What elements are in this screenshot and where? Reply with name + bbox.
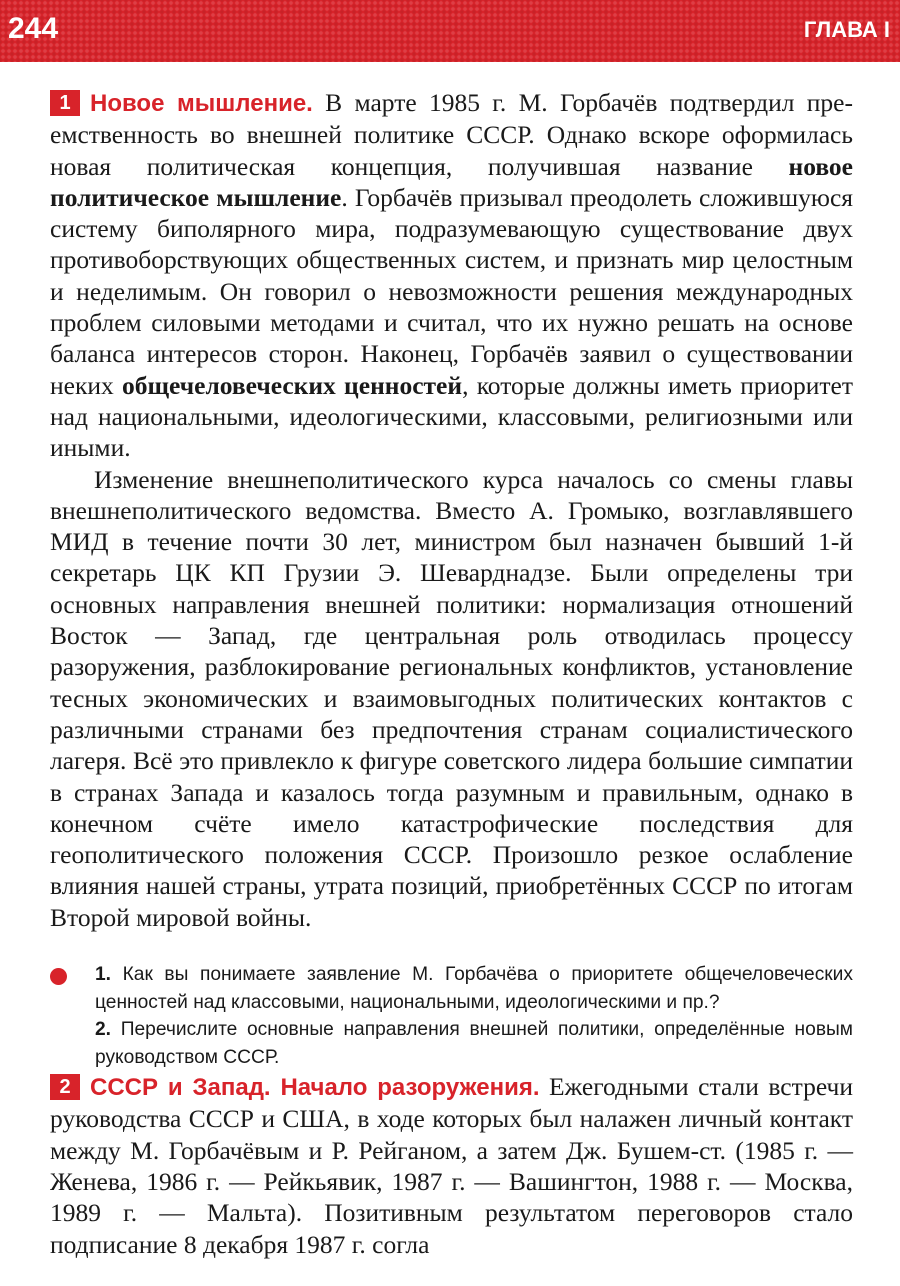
question-2-text: Перечислите основные направления внешней политики, определённые новым руководством СССР. <box>95 1019 853 1068</box>
section-1-paragraph-2: Изменение внешнеполитического курса началось со смены главы внешнеполитического ведомства. Вместо А. Громыко, возглавлявшего МИД в течение почти 30 лет, министром был назначен бывший 1-й секретарь ЦК КП Грузии Э. Шеварднадзе. Были определены три основных направления внешней политики: нормализация отношений Восток — Запад, где центральная роль отводилась процессу разоружения, разблокирование региональных конфликтов, установление тесных экономических и взаимовыгодных политических контактов с различными странами без предпочтения странам социалистического лагеря. Всё это привлекло к фигуре советского лидера большие симпатии в странах Запада и казалось тогда разумным и правильным, однако в конечном счёте имело катастрофические последствия для геополитического положения СССР. Произошло резкое ослабление влияния нашей страны, утрата позиций, приобретённых СССР по итогам Второй мировой войны. <box>50 464 853 932</box>
question-1-text: Как вы понимаете заявление М. Горбачёва о приоритете общечеловеческих ценностей над классовыми, национальными, идеологическими и пр.? <box>95 964 853 1013</box>
section-1-text-a: В марте 1985 г. М. Горбачёв подтвердил преемственность во внешней политике СССР. Однако вскоре оформилась новая политическая концепция, получившая название <box>50 88 854 181</box>
review-questions <box>95 961 853 1071</box>
page-number: 244 <box>8 12 59 45</box>
section-1-number-badge: 1 <box>50 90 80 116</box>
page-content <box>50 87 853 1260</box>
questions-bullet-icon <box>50 968 67 985</box>
section-2-paragraph <box>50 1071 853 1260</box>
section-2-title: СССР и Запад. Начало разоружения. <box>90 1074 540 1102</box>
section-2-number-badge: 2 <box>50 1074 80 1100</box>
section-2-text: Ежегодными стали встречи руководства СССР и США, в ходе которых был налажен личный контакт между М. Горбачёвым и Р. Рейганом, а затем Дж. Бушем-ст. (1985 г. — Женева, 1986 г. — Рейкьявик, 1987 г. — Вашингтон, 1988 г. — Москва, 1989 г. — Мальта). Позитивным результатом переговоров стало подписание 8 декабря 1987 г. согла <box>50 1072 853 1259</box>
question-1 <box>95 961 853 1016</box>
section-1-title: Новое мышление. <box>90 90 313 117</box>
question-2 <box>95 1016 853 1071</box>
term-new-thinking: новое политическое мышление <box>50 151 853 212</box>
page-header <box>0 0 900 62</box>
question-1-number: 1. <box>95 964 112 986</box>
chapter-label: ГЛАВА I <box>803 17 890 42</box>
section-1-text-c: . Горбачёв призывал преодолеть сложившуюся систему биполярного мира, подразумевающую существование двух противоборствующих общественных систем, и признать мир целостным и неделимым. Он говорил о невозможности решения международных проблем силовыми методами и считал, что их нужно решать на основе баланса интересов сторон. Наконец, Горбачёв заявил о существовании неких <box>50 182 853 400</box>
section-1-paragraph-1 <box>50 87 853 464</box>
term-universal-values: общечеловеческих ценностей <box>122 370 463 400</box>
question-2-number: 2. <box>95 1019 112 1041</box>
section-1-text-d: , которые должны иметь приоритет над национальными, идеологическими, классовыми, религиозными или иными. <box>50 370 853 463</box>
